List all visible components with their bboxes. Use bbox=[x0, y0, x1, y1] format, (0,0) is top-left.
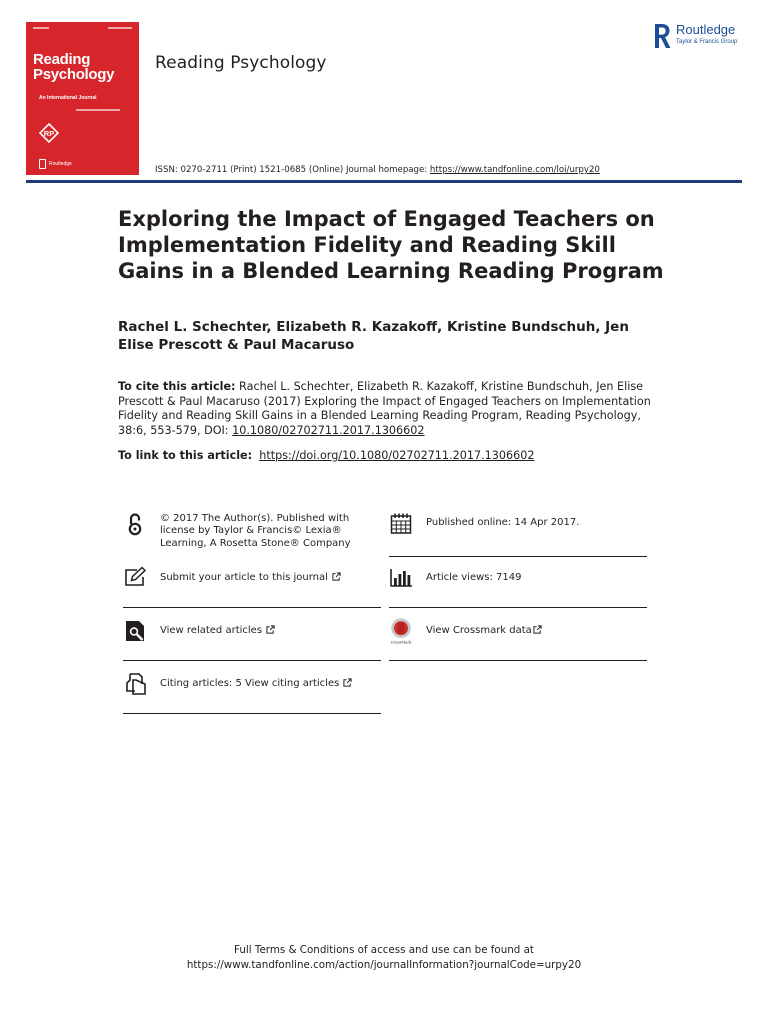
journal-title: Reading Psychology bbox=[155, 53, 327, 73]
link-block bbox=[118, 449, 658, 464]
edit-icon bbox=[123, 566, 147, 590]
cover-subtitle: An International Journal bbox=[39, 95, 97, 101]
citation-text: Rachel L. Schechter, Elizabeth R. Kazakoff, Kristine Bundschuh, Jen Elise Prescott & Paul Macaruso (2017) Exploring the Impact of Engaged Teachers on Implementation Fidelity and Reading Skill Gains in a Blended Learning Reading Program, Reading Psychology, 38:6, 553-579, DOI: bbox=[118, 380, 651, 437]
license-line-3: Learning, A Rosetta Stone® Company bbox=[160, 537, 351, 549]
views-box bbox=[389, 566, 647, 606]
citation-block bbox=[118, 380, 658, 438]
box-divider bbox=[123, 607, 381, 608]
cover-volume-mark bbox=[76, 109, 120, 111]
footer-line-1: Full Terms & Conditions of access and use can be found at bbox=[234, 944, 534, 956]
article-link[interactable]: https://doi.org/10.1080/02702711.2017.1306602 bbox=[259, 449, 535, 462]
external-link-icon bbox=[332, 572, 341, 581]
submit-article-box[interactable] bbox=[123, 566, 381, 606]
submit-article-link[interactable]: Submit your article to this journal bbox=[160, 572, 328, 583]
license-line-1: © 2017 The Author(s). Published with bbox=[160, 513, 350, 524]
license-line-2: license by Taylor & Francis© Lexia® bbox=[160, 525, 342, 537]
doi-link[interactable]: 10.1080/02702711.2017.1306602 bbox=[232, 423, 425, 437]
calendar-icon bbox=[389, 512, 413, 536]
article-authors: Rachel L. Schechter, Elizabeth R. Kazakoff, Kristine Bundschuh, Jen Elise Prescott & Paul Macaruso bbox=[118, 319, 629, 353]
external-link-icon bbox=[343, 678, 352, 687]
header-divider bbox=[26, 180, 742, 183]
citing-articles-link[interactable]: Citing articles: 5 View citing articles bbox=[160, 678, 340, 689]
link-label: To link to this article: bbox=[118, 449, 253, 462]
related-search-icon bbox=[123, 619, 147, 643]
article-title: Exploring the Impact of Engaged Teachers on Implementation Fidelity and Reading Skill Gains in a Blended Learning Reading Program bbox=[118, 207, 664, 283]
routledge-name: Routledge bbox=[676, 22, 736, 37]
published-box bbox=[389, 512, 647, 556]
bar-chart-icon bbox=[389, 566, 413, 590]
citation-label: To cite this article: bbox=[118, 380, 236, 393]
svg-text:RP: RP bbox=[43, 128, 55, 138]
box-divider bbox=[389, 556, 647, 557]
routledge-r-icon bbox=[652, 22, 672, 50]
related-articles-box[interactable] bbox=[123, 619, 381, 659]
cover-publisher bbox=[39, 159, 72, 169]
box-divider bbox=[389, 660, 647, 661]
external-link-icon bbox=[533, 625, 542, 634]
crossmark-logo-text: CrossMark bbox=[390, 640, 412, 645]
box-divider bbox=[123, 713, 381, 714]
open-access-icon bbox=[123, 512, 147, 536]
crossmark-box[interactable] bbox=[389, 619, 647, 659]
journal-cover-image bbox=[26, 22, 139, 175]
footer-terms-link[interactable]: https://www.tandfonline.com/action/journalInformation?journalCode=urpy20 bbox=[186, 958, 582, 971]
rp-logo-icon bbox=[39, 123, 59, 143]
external-link-icon bbox=[266, 625, 275, 634]
issn-text: ISSN: 0270-2711 (Print) 1521-0685 (Online) Journal homepage: bbox=[155, 165, 430, 175]
published-date: Published online: 14 Apr 2017. bbox=[426, 517, 580, 528]
crossmark-icon bbox=[389, 617, 413, 645]
related-articles-link[interactable]: View related articles bbox=[160, 625, 263, 636]
box-divider bbox=[389, 607, 647, 608]
cover-title-line2: Psychology bbox=[33, 66, 115, 83]
crossmark-link[interactable]: View Crossmark data bbox=[426, 625, 532, 636]
journal-homepage-link[interactable]: https://www.tandfonline.com/loi/urpy20 bbox=[429, 165, 600, 175]
routledge-small-icon bbox=[39, 159, 46, 169]
cover-publisher-label: Routledge bbox=[49, 161, 72, 167]
issn-line bbox=[155, 165, 600, 175]
cover-title-line1: Reading bbox=[33, 51, 91, 68]
routledge-group: Taylor & Francis Group bbox=[676, 39, 738, 45]
article-views: Article views: 7149 bbox=[426, 572, 522, 583]
citing-articles-box[interactable] bbox=[123, 672, 381, 712]
cover-header-marks bbox=[33, 27, 132, 29]
citing-articles-icon bbox=[123, 672, 147, 696]
license-box bbox=[123, 512, 381, 556]
footer-terms bbox=[0, 943, 768, 972]
box-divider bbox=[123, 660, 381, 661]
